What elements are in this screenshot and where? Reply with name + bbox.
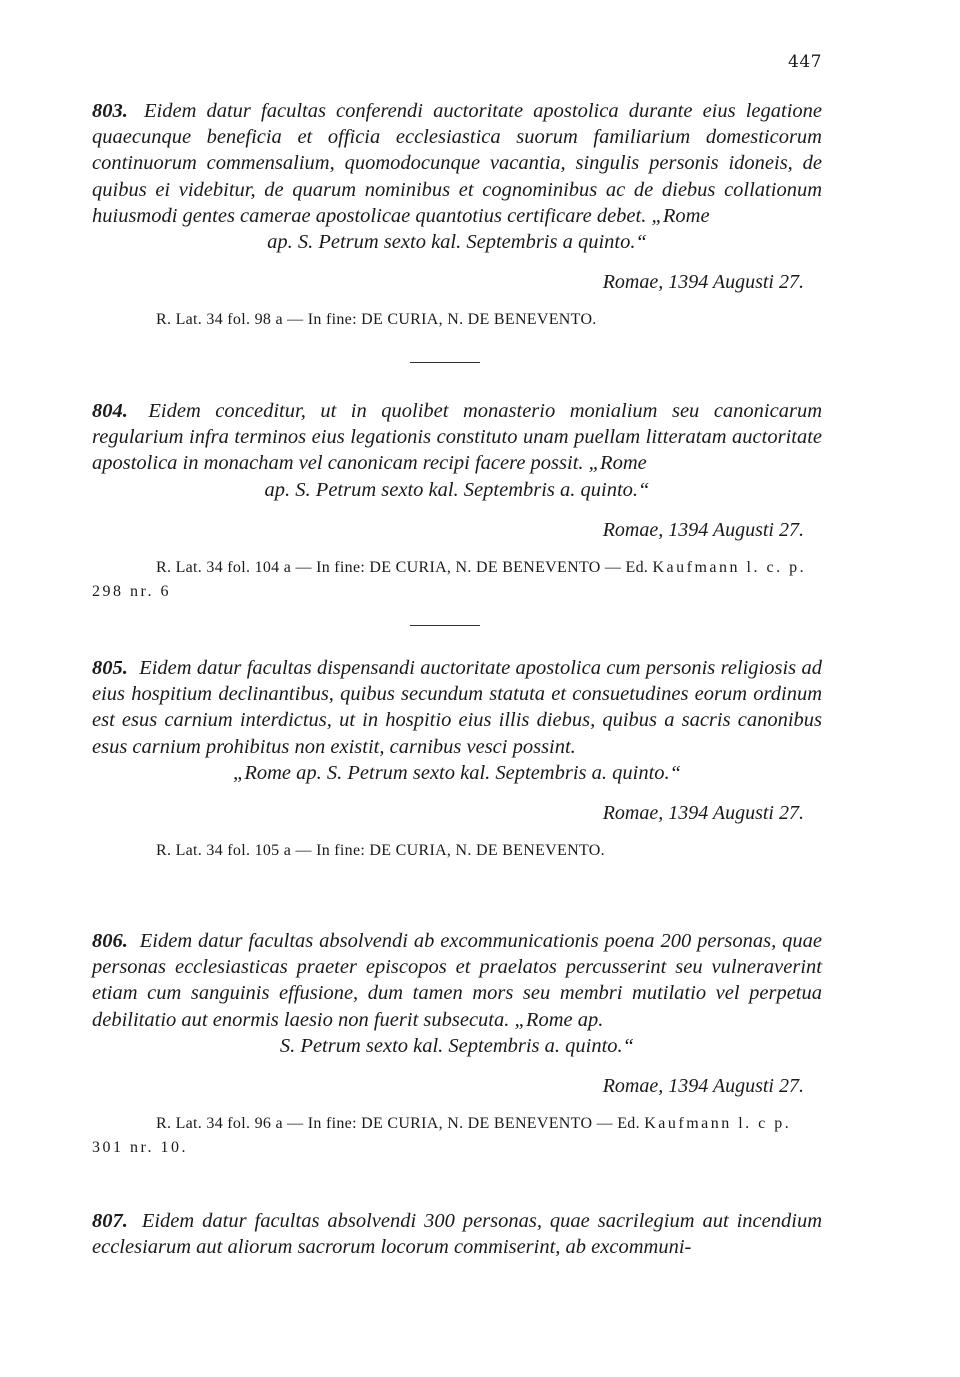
entry-source: [92, 1112, 822, 1160]
page-number: 447: [788, 52, 822, 72]
entry-source: R. Lat. 34 fol. 105 a — In fine: DE CURIA, N. DE BENEVENTO.: [156, 842, 605, 860]
entry-805: [92, 655, 822, 863]
entry-807: [92, 1208, 822, 1260]
entry-text: [92, 1208, 822, 1260]
entry-source: R. Lat. 34 fol. 98 a — In fine: DE CURIA, N. DE BENEVENTO.: [156, 311, 597, 329]
entry-quote-start: „Rome: [651, 204, 710, 227]
entry-body: Eidem datur facultas absolvendi 300 personas, quae sacrilegium aut incendium ecclesiarum aut aliorum sacrorum locorum commiserint, ab excommuni-: [92, 1210, 822, 1259]
entry-body: Eidem datur facultas dispensandi auctoritate apostolica cum personis religiosis ad eius hospitium declinantibus, quibus secundum statuta et consuetudines eorum ordinum est esus carnium interdictus, ut in hospitio eius illis diebus, quibus a sacris canonibus esus carnium prohibitus non existit, carnibus vesci possint.: [92, 657, 822, 758]
entry-date: Romae, 1394 Augusti 27.: [602, 802, 804, 825]
entry-closing: S. Petrum sexto kal. Septembris a. quinto.“: [279, 1034, 635, 1057]
entry-body: Eidem conceditur, ut in quolibet monasterio monialium seu canonicarum regularium infra terminos eius legationis constituto unam puellam litteratam auctoritate apostolica in monacham vel canonicam recipi facere possit.: [92, 400, 823, 475]
entry-804: [92, 398, 822, 604]
entry-body: Eidem datur facultas absolvendi ab excommunicationis poena 200 personas, quae personas ecclesiasticas praeter episcopos et praelatos percusserint seu vulneraverint etiam cum sanguinis effusione, dum tamen mors seu membri mutilatio vel perpetua debilitatio aut enormis laesio non fuerit subsecuta.: [92, 930, 822, 1031]
source-ref: R. Lat. 34 fol. 104 a — In fine: DE CURIA, N. DE BENEVENTO — Ed.: [156, 558, 649, 576]
entry-date: Romae, 1394 Augusti 27.: [602, 518, 804, 541]
entry-date: Romae, 1394 Augusti 27.: [602, 271, 804, 294]
entry-text: [92, 98, 822, 255]
entry-closing: „Rome ap. S. Petrum sexto kal. Septembris a. quinto.“: [232, 761, 682, 784]
source-edition: Kaufmann l. c. p. 298 nr. 6: [92, 558, 807, 600]
entry-closing: ap. S. Petrum sexto kal. Septembris a quinto.“: [267, 231, 647, 254]
entry-date: Romae, 1394 Augusti 27.: [602, 1075, 804, 1098]
source-edition: Kaufmann l. c p. 301 nr. 10.: [92, 1115, 792, 1157]
entry-quote-start: „Rome ap.: [514, 1008, 604, 1031]
source-ref: R. Lat. 34 fol. 96 a — In fine: DE CURIA, N. DE BENEVENTO — Ed.: [156, 1115, 640, 1133]
separator: [410, 625, 480, 626]
entry-source: [92, 556, 822, 604]
entry-text: [92, 928, 822, 1059]
entry-body: Eidem datur facultas conferendi auctoritate apostolica durante eius legatione quaecunque beneficia et officia ecclesiastica suorum familiarium domesticorum continuorum commensalium, quomodocunque vacantia, singulis personis idoneis, de quibus ei videbitur, de quarum nominibus et cognominibus ac de diebus collationum huiusmodi gentes camerae apostolicae quantotius certificare debet.: [92, 100, 823, 227]
entry-closing: ap. S. Petrum sexto kal. Septembris a. quinto.“: [264, 478, 650, 501]
entry-number: 805.: [92, 657, 128, 679]
entry-806: [92, 928, 822, 1160]
separator: [410, 362, 480, 363]
entry-number: 803.: [92, 100, 128, 122]
entry-text: [92, 398, 822, 503]
entry-text: [92, 655, 822, 786]
entry-number: 804.: [92, 400, 128, 422]
entry-number: 807.: [92, 1210, 128, 1232]
entry-803: [92, 98, 822, 332]
entry-number: 806.: [92, 930, 128, 952]
entry-quote-start: „Rome: [588, 452, 647, 475]
